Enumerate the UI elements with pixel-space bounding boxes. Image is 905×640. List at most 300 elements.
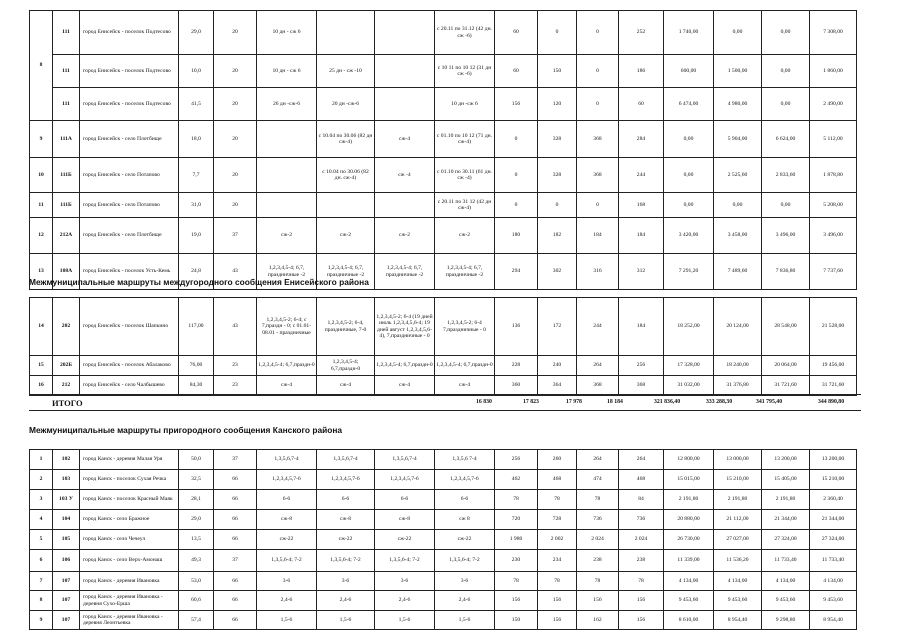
route-number: 111А — [53, 121, 80, 158]
schedule-q3: сж-4 — [375, 376, 435, 396]
row-number: 13 — [30, 254, 53, 290]
trips-q2: 156 — [538, 591, 577, 611]
distance-km: 41,5 — [179, 88, 214, 121]
distance-km: 19,0 — [179, 218, 214, 254]
amount-q3: 15 405,00 — [762, 470, 810, 490]
trips-q3: 316 — [577, 254, 619, 290]
row-number: 5 — [30, 530, 53, 550]
distance-km: 60,6 — [179, 591, 214, 611]
route-number: 107 — [53, 591, 80, 611]
bus-capacity: 20 — [214, 11, 257, 55]
schedule-q2: 20 дн -сж-6 — [317, 88, 375, 121]
amount-q1: 3 420,00 — [664, 218, 714, 254]
row-number: 1 — [30, 450, 53, 470]
distance-km: 49,3 — [179, 550, 214, 572]
amount-q4: 11 733,40 — [810, 550, 857, 572]
trips-q3: 156 — [577, 591, 619, 611]
amount-q4: 21 344,00 — [810, 510, 857, 530]
bus-capacity: 37 — [214, 218, 257, 254]
schedule-q2: 1,2,3,4,5-2; 6-4, праздничные, 7-0 — [317, 298, 375, 356]
amount-q2: 8 954,40 — [714, 611, 762, 630]
kansk-suburban-table — [29, 449, 857, 630]
trips-q3: 0 — [577, 11, 619, 55]
amount-q1: 0,00 — [664, 121, 714, 158]
table-row — [30, 193, 857, 218]
schedule-q3: 1,5-6 — [375, 611, 435, 630]
trips-q3: 474 — [577, 470, 619, 490]
amount-q1: 31 032,00 — [664, 376, 714, 396]
schedule-q2: 3-6 — [317, 572, 375, 591]
schedule-q3: 1,2,3,4,5-4; 6,7,праздн-0 — [375, 356, 435, 376]
trips-q1: 156 — [495, 88, 538, 121]
amount-q2: 27 027,00 — [714, 530, 762, 550]
schedule-q2: 1,3,5,6-4; 7-2 — [317, 550, 375, 572]
route-name: город Енисейск - поселок Подтесово — [80, 11, 179, 55]
route-number: 111 — [53, 11, 80, 55]
trips-q1: 0 — [495, 121, 538, 158]
bus-capacity: 20 — [214, 193, 257, 218]
schedule-q3: сж -4 — [375, 158, 435, 193]
trips-q1: 720 — [495, 510, 538, 530]
amount-q1: 9 453,60 — [664, 591, 714, 611]
schedule-q4: 3-6 — [435, 572, 495, 591]
amount-q3: 11 733,40 — [762, 550, 810, 572]
trips-q3: 0 — [577, 193, 619, 218]
trips-q2: 240 — [538, 356, 577, 376]
route-number: 106 — [53, 550, 80, 572]
route-name: город Енисейск - село Потапово — [80, 193, 179, 218]
row-number: 7 — [30, 572, 53, 591]
route-name: город Енисейск - село Чалбышево — [80, 376, 179, 396]
route-number: 202Б — [53, 356, 80, 376]
amount-q2: 13 000,00 — [714, 450, 762, 470]
trips-q3: 368 — [577, 158, 619, 193]
row-number: 11 — [30, 193, 53, 218]
distance-km: 32,5 — [179, 470, 214, 490]
trips-q3: 78 — [577, 572, 619, 591]
table-row — [30, 218, 857, 254]
route-name: город Енисейск - поселок Шапкино — [80, 298, 179, 356]
table-row — [30, 121, 857, 158]
trips-q1: 136 — [495, 298, 538, 356]
row-number: 8 — [30, 591, 53, 611]
amount-q3: 13 200,00 — [762, 450, 810, 470]
table-row — [30, 490, 857, 510]
trips-q4: 368 — [619, 376, 664, 396]
schedule-q3: 1,2,3,4,5-2; 6-4 (19 дней июль 1,2,3,4,5,6-4; 19 дней август 1,2,3,4,5,6-4), 7,праздничные - 0 — [375, 298, 435, 356]
schedule-q3 — [375, 55, 435, 88]
distance-km: 76,00 — [179, 356, 214, 376]
amount-q2: 7 489,60 — [714, 254, 762, 290]
route-name: город Канск - деревня Малая Уря — [80, 450, 179, 470]
route-number: 111Б — [53, 193, 80, 218]
enisei-intercity-table — [29, 297, 857, 396]
amount-q2: 0,00 — [714, 193, 762, 218]
amount-q2: 0,00 — [714, 11, 762, 55]
trips-q4: 60 — [619, 88, 664, 121]
schedule-q1: 10 дн - сж 6 — [257, 55, 317, 88]
distance-km: 53,0 — [179, 572, 214, 591]
trips-q1: 60 — [495, 55, 538, 88]
amount-q4: 8 954,40 — [810, 611, 857, 630]
bus-capacity: 66 — [214, 611, 257, 630]
route-number: 108А — [53, 254, 80, 290]
amount-q1: 15 015,00 — [664, 470, 714, 490]
schedule-q4: 1,2,3,4,5-2; 6-4 7,праздничные - 0 — [435, 298, 495, 356]
route-name: город Канск - деревня Ивановка — [80, 572, 179, 591]
schedule-q1: сж-2 — [257, 218, 317, 254]
amount-q2: 2 525,60 — [714, 158, 762, 193]
amount-q2: 15 210,00 — [714, 470, 762, 490]
amount-q3: 2 833,60 — [762, 158, 810, 193]
route-number: 105 — [53, 530, 80, 550]
trips-q3: 264 — [577, 356, 619, 376]
table-row — [30, 510, 857, 530]
route-name: город Канск - деревня Ивановка - деревня Сухо-Ерша — [80, 591, 179, 611]
row-number: 6 — [30, 550, 53, 572]
trips-q4: 284 — [619, 121, 664, 158]
schedule-q4: с 20.11 по 31 12 (42 дн сж-4) — [435, 193, 495, 218]
row-number: 14 — [30, 298, 53, 356]
row-number: 9 — [30, 611, 53, 630]
trips-q3: 0 — [577, 55, 619, 88]
amount-q1: 7 291,20 — [664, 254, 714, 290]
trips-q4: 78 — [619, 572, 664, 591]
bus-capacity: 20 — [214, 121, 257, 158]
itogo-separator-bottom — [29, 410, 861, 411]
trips-q1: 294 — [495, 254, 538, 290]
trips-q4: 184 — [619, 218, 664, 254]
trips-q2: 364 — [538, 376, 577, 396]
trips-q3: 162 — [577, 611, 619, 630]
trips-q4: 736 — [619, 510, 664, 530]
amount-q3: 9 453,60 — [762, 591, 810, 611]
amount-q2: 4 134,00 — [714, 572, 762, 591]
amount-q4: 7 737,60 — [810, 254, 857, 290]
bus-capacity: 23 — [214, 376, 257, 396]
amount-q4: 5 112,00 — [810, 121, 857, 158]
schedule-q2 — [317, 11, 375, 55]
amount-q1: 1 740,00 — [664, 11, 714, 55]
schedule-q3: сж-4 — [375, 121, 435, 158]
trips-q1: 60 — [495, 11, 538, 55]
itogo-value: 333 288,30 — [706, 399, 733, 405]
amount-q3: 31 721,60 — [762, 376, 810, 396]
row-number: 10 — [30, 158, 53, 193]
row-number: 15 — [30, 356, 53, 376]
enisei-suburban-table — [29, 10, 857, 290]
trips-q2: 172 — [538, 298, 577, 356]
route-name: город Канск - поселок Красный Маяк — [80, 490, 179, 510]
amount-q4: 3 496,00 — [810, 218, 857, 254]
trips-q1: 0 — [495, 193, 538, 218]
amount-q1: 0,00 — [664, 158, 714, 193]
bus-capacity: 66 — [214, 591, 257, 611]
schedule-q1: 1,2,3,4,5,7-6 — [257, 470, 317, 490]
trips-q3: 244 — [577, 298, 619, 356]
trips-q2: 328 — [538, 121, 577, 158]
schedule-q4: сж-2 — [435, 218, 495, 254]
trips-q4: 156 — [619, 591, 664, 611]
schedule-q4: 1,2,3,4,5-4; 6,7, праздничные -2 — [435, 254, 495, 290]
trips-q2: 468 — [538, 470, 577, 490]
amount-q4: 1 878,80 — [810, 158, 857, 193]
amount-q3: 4 134,00 — [762, 572, 810, 591]
schedule-q4: с 01.10 по 30.11 (61 дн. сж -4) — [435, 158, 495, 193]
table-row — [30, 55, 857, 88]
schedule-q4: 1,3,5,6 7-4 — [435, 450, 495, 470]
route-name: город Енисейск - поселок Абалаково — [80, 356, 179, 376]
itogo-label: ИТОГО — [52, 398, 83, 408]
distance-km: 57,4 — [179, 611, 214, 630]
schedule-q1: 2,4-6 — [257, 591, 317, 611]
schedule-q1: 1,2,3,4,5-2; 6-4; с 7,праздн - 0; с 01.01-08.01 - праздничные — [257, 298, 317, 356]
itogo-value: 17 823 — [523, 399, 539, 405]
amount-q4: 21 528,00 — [810, 298, 857, 356]
amount-q2: 20 124,00 — [714, 298, 762, 356]
schedule-q2: 1,2,3,4,5-4; 6,7,праздн-0 — [317, 356, 375, 376]
route-number: 111 — [53, 55, 80, 88]
itogo-value: 17 978 — [566, 399, 582, 405]
schedule-q3: 1,2,3,4,5-4; 6,7, праздничные -2 — [375, 254, 435, 290]
table-row — [30, 11, 857, 55]
schedule-q2: с 10.04 по 30.06 (82 дн сж-4) — [317, 121, 375, 158]
trips-q4: 244 — [619, 158, 664, 193]
row-number: 12 — [30, 218, 53, 254]
amount-q1: 26 730,00 — [664, 530, 714, 550]
schedule-q1 — [257, 158, 317, 193]
amount-q2: 21 112,00 — [714, 510, 762, 530]
itogo-value: 341 795,40 — [756, 399, 783, 405]
schedule-q1 — [257, 193, 317, 218]
schedule-q3 — [375, 193, 435, 218]
amount-q3: 0,00 — [762, 193, 810, 218]
trips-q4: 312 — [619, 254, 664, 290]
itogo-value: 344 890,80 — [818, 399, 845, 405]
route-number: 111Б — [53, 158, 80, 193]
schedule-q4: сж-4 — [435, 376, 495, 396]
table-row — [30, 88, 857, 121]
trips-q4: 264 — [619, 450, 664, 470]
amount-q2: 5 904,00 — [714, 121, 762, 158]
schedule-q3: сж-2 — [375, 218, 435, 254]
amount-q2: 4 980,00 — [714, 88, 762, 121]
trips-q2: 328 — [538, 158, 577, 193]
amount-q3: 21 344,00 — [762, 510, 810, 530]
bus-capacity: 66 — [214, 530, 257, 550]
trips-q1: 360 — [495, 376, 538, 396]
bus-capacity: 20 — [214, 158, 257, 193]
amount-q4: 2 490,00 — [810, 88, 857, 121]
schedule-q4: с 01.10 по 10 12 (71 дн. сж-4) — [435, 121, 495, 158]
route-number: 111 — [53, 88, 80, 121]
distance-km: 24,8 — [179, 254, 214, 290]
table-row — [30, 611, 857, 630]
schedule-q3: 3-6 — [375, 572, 435, 591]
route-number: 103 У — [53, 490, 80, 510]
schedule-q3: 6-6 — [375, 490, 435, 510]
trips-q4: 252 — [619, 11, 664, 55]
trips-q4: 168 — [619, 193, 664, 218]
route-name: город Канск - село Бражное — [80, 510, 179, 530]
trips-q1: 156 — [495, 591, 538, 611]
schedule-q3: 2,4-6 — [375, 591, 435, 611]
table-row — [30, 591, 857, 611]
schedule-q2: 1,2,3,4,5,7-6 — [317, 470, 375, 490]
route-number: 102 — [53, 450, 80, 470]
schedule-q2: 25 дн - сж -10 — [317, 55, 375, 88]
schedule-q4: 2,4-6 — [435, 591, 495, 611]
table-row — [30, 550, 857, 572]
trips-q2: 260 — [538, 450, 577, 470]
trips-q3: 264 — [577, 450, 619, 470]
schedule-q2: с 10.04 по 30.06 (82 дн. сж-4) — [317, 158, 375, 193]
schedule-q1: 1,5-6 — [257, 611, 317, 630]
trips-q2: 0 — [538, 193, 577, 218]
trips-q2: 78 — [538, 572, 577, 591]
trips-q1: 180 — [495, 218, 538, 254]
row-number: 16 — [30, 376, 53, 396]
distance-km: 13,5 — [179, 530, 214, 550]
schedule-q1: сж-22 — [257, 530, 317, 550]
amount-q3: 28 548,00 — [762, 298, 810, 356]
amount-q1: 12 800,00 — [664, 450, 714, 470]
schedule-q4: 1,2,3,4,5,7-6 — [435, 470, 495, 490]
schedule-q2: сж-8 — [317, 510, 375, 530]
amount-q1: 4 134,00 — [664, 572, 714, 591]
section-title-suburban-kansk: Межмуниципальные маршруты пригородного сообщения Канского района — [29, 425, 343, 435]
trips-q3: 184 — [577, 218, 619, 254]
trips-q2: 728 — [538, 510, 577, 530]
trips-q4: 84 — [619, 490, 664, 510]
amount-q3: 3 496,00 — [762, 218, 810, 254]
amount-q4: 1 860,00 — [810, 55, 857, 88]
amount-q4: 2 360,40 — [810, 490, 857, 510]
amount-q3: 27 324,00 — [762, 530, 810, 550]
amount-q3: 0,00 — [762, 11, 810, 55]
amount-q1: 6 474,00 — [664, 88, 714, 121]
trips-q1: 150 — [495, 611, 538, 630]
schedule-q4: 1,2,3,4,5-4; 6,7,праздн-0 — [435, 356, 495, 376]
schedule-q1 — [257, 121, 317, 158]
amount-q3: 2 191,80 — [762, 490, 810, 510]
route-name: город Енисейск - поселок Усть-Кемь — [80, 254, 179, 290]
schedule-q3 — [375, 88, 435, 121]
schedule-q4: сж 8 — [435, 510, 495, 530]
schedule-q4: 1,5-6 — [435, 611, 495, 630]
trips-q2: 234 — [538, 550, 577, 572]
route-name: город Канск - поселок Сухая Речка — [80, 470, 179, 490]
trips-q2: 182 — [538, 218, 577, 254]
schedule-q2: сж-2 — [317, 218, 375, 254]
route-number: 202 — [53, 298, 80, 356]
amount-q3: 7 836,80 — [762, 254, 810, 290]
trips-q3: 78 — [577, 490, 619, 510]
schedule-q1: сж-4 — [257, 376, 317, 396]
trips-q1: 462 — [495, 470, 538, 490]
row-number: 4 — [30, 510, 53, 530]
itogo-value: 16 830 — [476, 399, 492, 405]
row-number: 2 — [30, 470, 53, 490]
trips-q4: 184 — [619, 298, 664, 356]
distance-km: 7,7 — [179, 158, 214, 193]
schedule-q2 — [317, 193, 375, 218]
route-number: 212 — [53, 376, 80, 396]
amount-q2: 2 191,80 — [714, 490, 762, 510]
schedule-q2: сж-4 — [317, 376, 375, 396]
schedule-q2: 2,4-6 — [317, 591, 375, 611]
bus-capacity: 37 — [214, 450, 257, 470]
route-number: 212А — [53, 218, 80, 254]
route-name: город Енисейск - село Потапово — [80, 158, 179, 193]
route-name: город Енисейск - село Плотбище — [80, 218, 179, 254]
distance-km: 50,0 — [179, 450, 214, 470]
trips-q1: 230 — [495, 550, 538, 572]
route-name: город Канск - село Чечеул — [80, 530, 179, 550]
trips-q1: 228 — [495, 356, 538, 376]
schedule-q1: 3-6 — [257, 572, 317, 591]
trips-q4: 256 — [619, 356, 664, 376]
schedule-q3: 1,2,3,4,5,7-6 — [375, 470, 435, 490]
amount-q3: 6 624,00 — [762, 121, 810, 158]
schedule-q1: 6-6 — [257, 490, 317, 510]
trips-q1: 256 — [495, 450, 538, 470]
amount-q2: 31 376,80 — [714, 376, 762, 396]
amount-q2: 9 453,60 — [714, 591, 762, 611]
schedule-q3 — [375, 11, 435, 55]
route-name: город Енисейск - село Плотбище — [80, 121, 179, 158]
amount-q1: 0,00 — [664, 193, 714, 218]
schedule-q2: 1,2,3,4,5-4; 6,7, праздничные -2 — [317, 254, 375, 290]
bus-capacity: 23 — [214, 356, 257, 376]
amount-q1: 2 191,80 — [664, 490, 714, 510]
trips-q3: 736 — [577, 510, 619, 530]
trips-q2: 150 — [538, 55, 577, 88]
distance-km: 84,30 — [179, 376, 214, 396]
amount-q3: 20 064,00 — [762, 356, 810, 376]
amount-q4: 19 456,00 — [810, 356, 857, 376]
amount-q4: 15 210,00 — [810, 470, 857, 490]
trips-q2: 120 — [538, 88, 577, 121]
schedule-q1: сж-8 — [257, 510, 317, 530]
amount-q2: 3 458,00 — [714, 218, 762, 254]
schedule-q1: 1,2,3,4,5-4; 6,7, праздничные -2 — [257, 254, 317, 290]
amount-q4: 27 324,00 — [810, 530, 857, 550]
amount-q4: 4 134,00 — [810, 572, 857, 591]
schedule-q2: 6-6 — [317, 490, 375, 510]
schedule-q4: с 10 11 по 10 12 (31 дн сж -6) — [435, 55, 495, 88]
route-number: 104 — [53, 510, 80, 530]
trips-q3: 368 — [577, 121, 619, 158]
route-name: город Канск - деревня Ивановка - деревня Леонтьевка — [80, 611, 179, 630]
schedule-q3: 1,3,5,6,7-4 — [375, 450, 435, 470]
bus-capacity: 20 — [214, 55, 257, 88]
amount-q4: 5 208,00 — [810, 193, 857, 218]
table-row — [30, 298, 857, 356]
schedule-q2: 1,3,5,6,7-4 — [317, 450, 375, 470]
trips-q4: 238 — [619, 550, 664, 572]
schedule-q4: с 20.11 по 31.12 (42 дн. сж -6) — [435, 11, 495, 55]
amount-q4: 7 308,00 — [810, 11, 857, 55]
schedule-q3: сж-22 — [375, 530, 435, 550]
schedule-q2: 1,5-6 — [317, 611, 375, 630]
trips-q2: 0 — [538, 11, 577, 55]
itogo-separator-top — [29, 394, 861, 395]
amount-q3: 0,00 — [762, 88, 810, 121]
route-number: 107 — [53, 572, 80, 591]
amount-q3: 0,00 — [762, 55, 810, 88]
trips-q4: 156 — [619, 611, 664, 630]
